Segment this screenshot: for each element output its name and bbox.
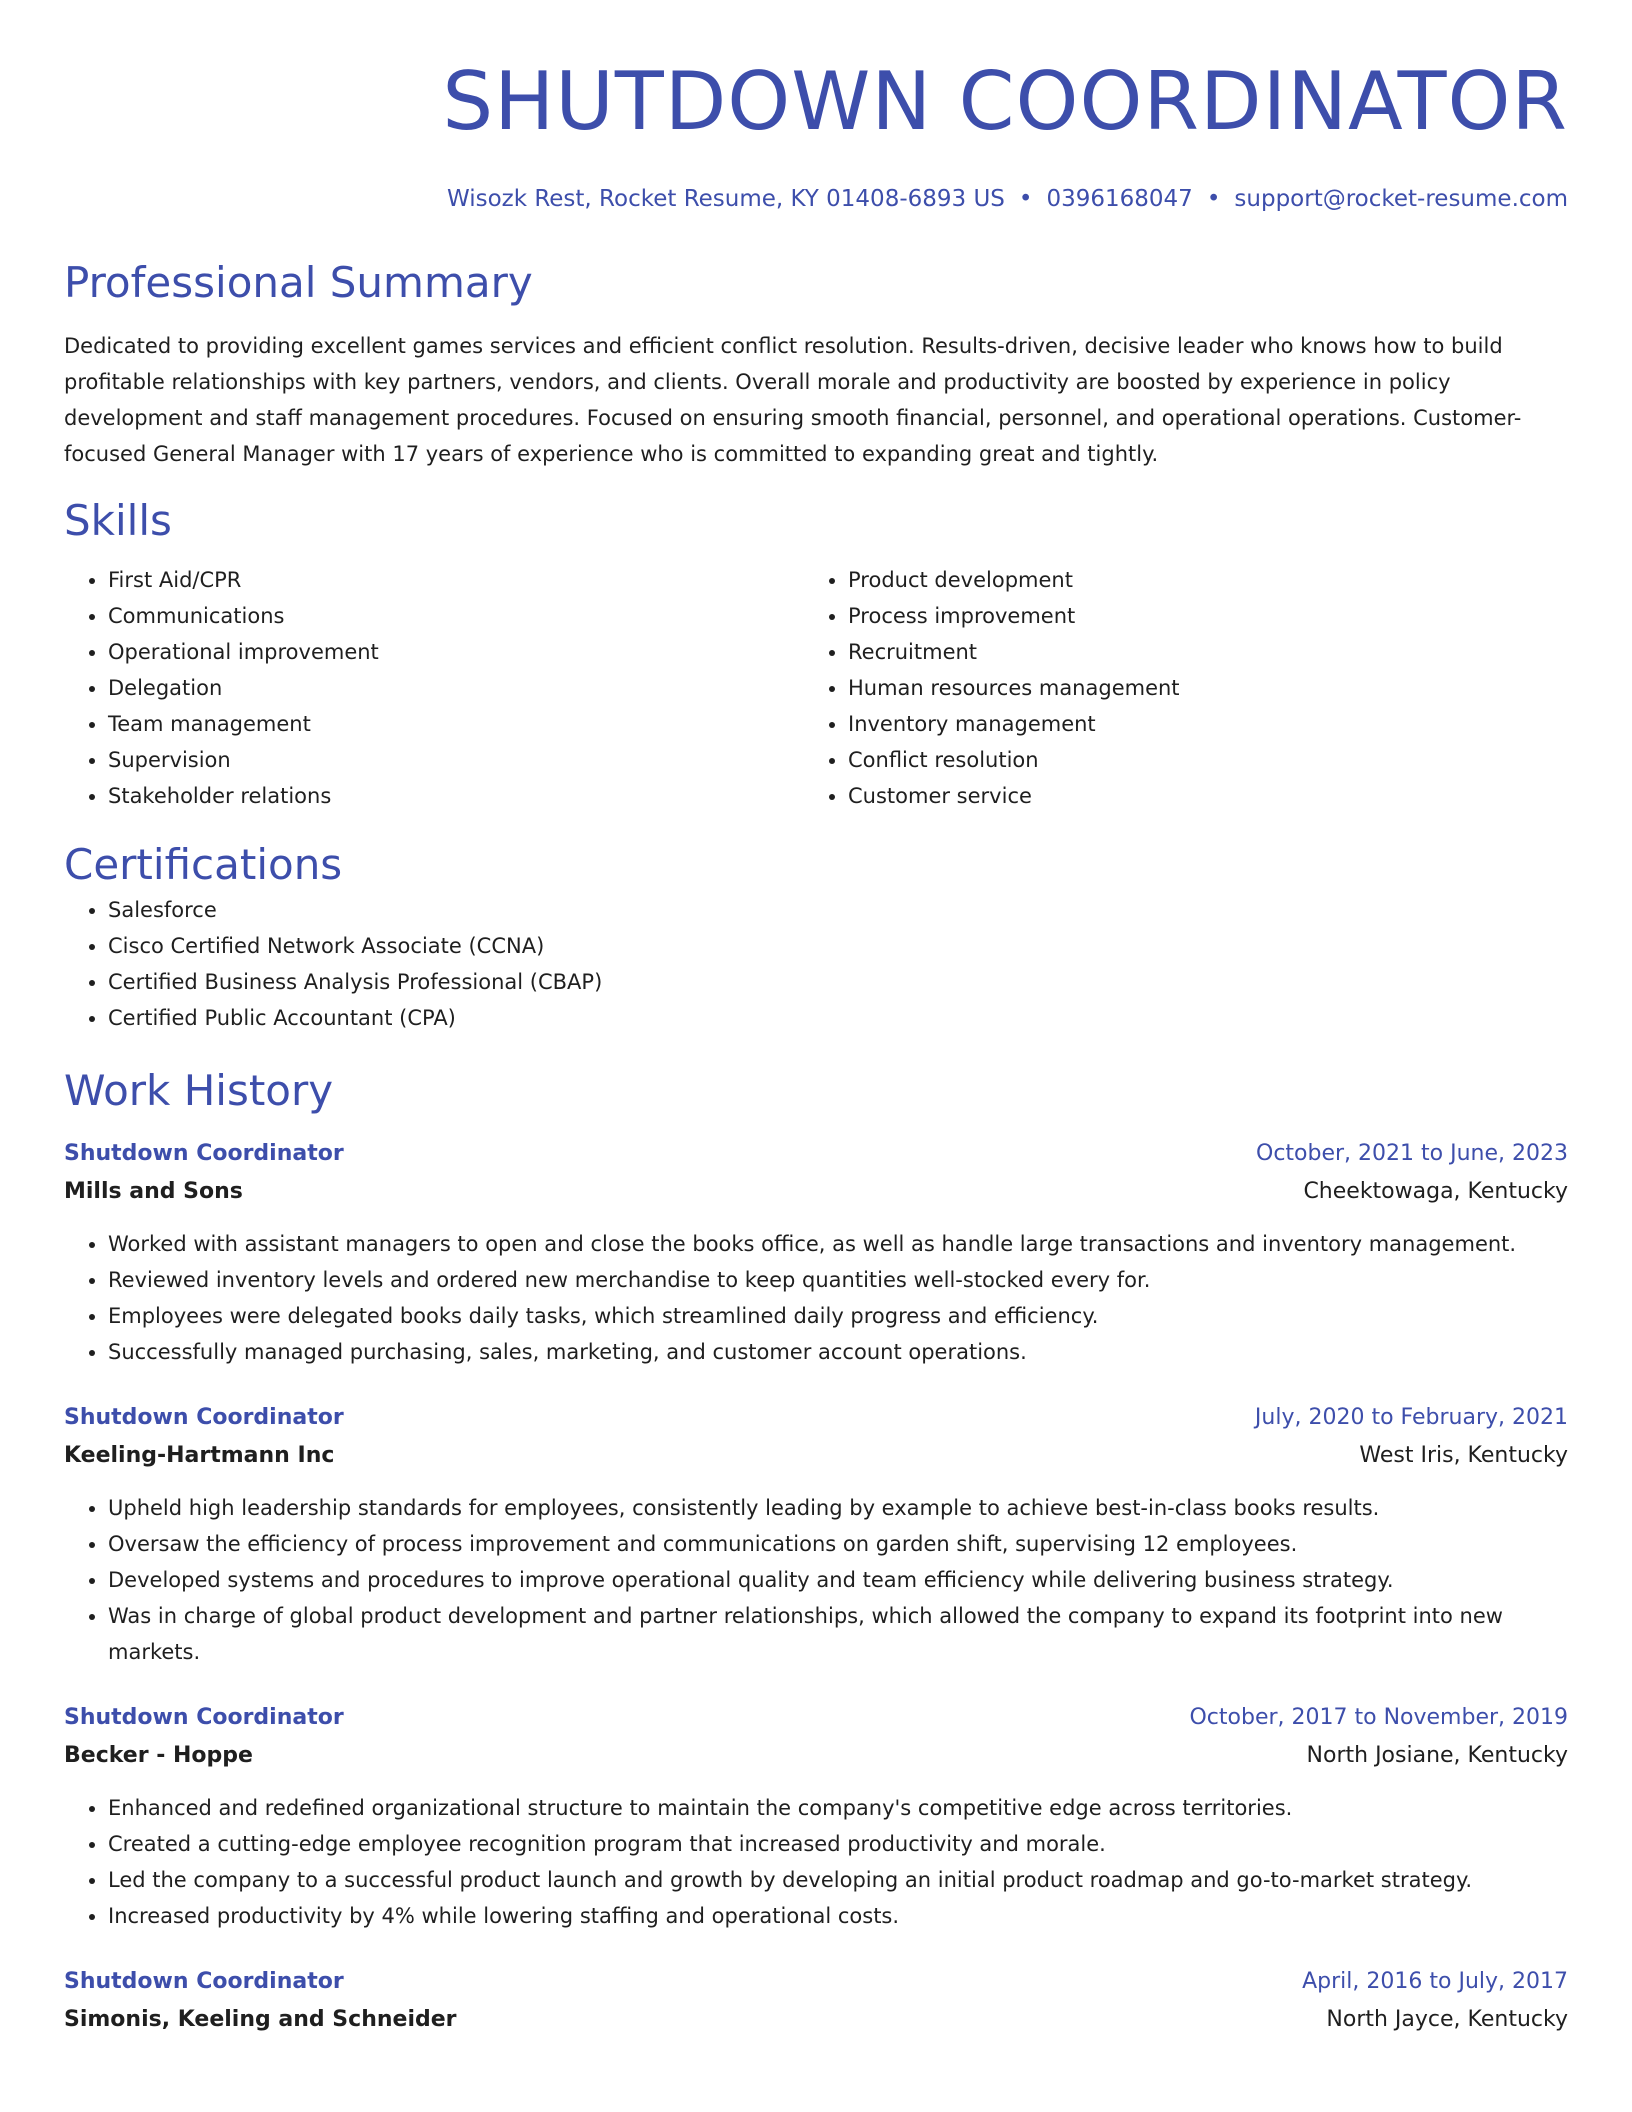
job-bullet: • Upheld high leadership standards for employees, consistently leading by example to achieve best-in-class books results. <box>108 1490 1568 1526</box>
job-company: Becker - Hoppe <box>64 1743 253 1768</box>
job-company: Keeling-Hartmann Inc <box>64 1443 335 1468</box>
skills-grid <box>64 562 1568 814</box>
certification-item: • Salesforce <box>108 892 1568 928</box>
certification-item: • Certified Business Analysis Professional (CBAP) <box>108 964 1568 1000</box>
job-bullet: • Was in charge of global product development and partner relationships, which allowed the company to expand its footprint into new markets. <box>108 1598 1568 1670</box>
job-company: Mills and Sons <box>64 1179 243 1204</box>
skills-column-left <box>64 562 804 814</box>
job-location: North Josiane, Kentucky <box>1306 1743 1568 1768</box>
job-bullet: • Reviewed inventory levels and ordered new merchandise to keep quantities well-stocked every for. <box>108 1262 1568 1298</box>
skill-item: • First Aid/CPR <box>108 562 804 598</box>
job-title-row <box>64 1964 1568 2000</box>
job-title-row <box>64 1700 1568 1736</box>
job-bullet: • Employees were delegated books daily tasks, which streamlined daily progress and efficiency. <box>108 1298 1568 1334</box>
job-entry <box>64 1400 1568 1670</box>
job-title: Shutdown Coordinator <box>64 1141 344 1166</box>
contact-separator: • <box>1206 186 1221 212</box>
work-history-heading: Work History <box>64 1066 334 1115</box>
job-title: Shutdown Coordinator <box>64 1405 344 1430</box>
job-company-row <box>64 1172 1568 1212</box>
skill-item: • Communications <box>108 598 804 634</box>
skill-item: • Customer service <box>848 778 1544 814</box>
certification-item: • Cisco Certified Network Associate (CCNA) <box>108 928 1568 964</box>
skill-item: • Process improvement <box>848 598 1544 634</box>
contact-address: Wisozk Rest, Rocket Resume, KY 01408-6893 US <box>446 186 1005 212</box>
job-bullet: • Created a cutting-edge employee recognition program that increased productivity and morale. <box>108 1826 1568 1862</box>
job-company-row <box>64 1436 1568 1476</box>
summary-text: Dedicated to providing excellent games services and efficient conflict resolution. Results-driven, decisive leader who knows how to build profitable relationships with key partners, vendors, and clients. Overall morale and productivity are boosted by experience in policy development and staff management procedures. Focused on ensuring smooth financial, personnel, and operational operations. Customer-focused General Manager with 17 years of experience who is committed to expanding great and tightly. <box>64 334 1522 466</box>
job-entry <box>64 1136 1568 1370</box>
contact-line <box>64 182 1568 216</box>
job-company-row <box>64 1736 1568 1776</box>
skill-item: • Recruitment <box>848 634 1544 670</box>
contact-phone: 0396168047 <box>1046 186 1193 212</box>
skill-item: • Supervision <box>108 742 804 778</box>
candidate-name: SHUTDOWN COORDINATOR <box>442 55 1568 148</box>
skill-item: • Conflict resolution <box>848 742 1544 778</box>
job-title-row <box>64 1136 1568 1172</box>
job-bullet: • Developed systems and procedures to improve operational quality and team efficiency while delivering business strategy. <box>108 1562 1568 1598</box>
skills-column-right <box>804 562 1544 814</box>
job-bullets <box>64 1790 1568 1934</box>
certifications-heading: Certifications <box>64 840 343 889</box>
skill-item: • Team management <box>108 706 804 742</box>
skill-item: • Product development <box>848 562 1544 598</box>
certifications-list <box>64 892 1568 1036</box>
job-location: North Jayce, Kentucky <box>1326 2007 1568 2032</box>
job-bullet: • Increased productivity by 4% while lowering staffing and operational costs. <box>108 1898 1568 1934</box>
job-entry <box>64 1700 1568 1934</box>
job-location: West Iris, Kentucky <box>1359 1443 1568 1468</box>
job-title: Shutdown Coordinator <box>64 1969 344 1994</box>
skills-heading: Skills <box>64 496 172 545</box>
job-bullet: • Successfully managed purchasing, sales, marketing, and customer account operations. <box>108 1334 1568 1370</box>
job-dates: October, 2021 to June, 2023 <box>1256 1141 1568 1166</box>
certification-item: • Certified Public Accountant (CPA) <box>108 1000 1568 1036</box>
job-title: Shutdown Coordinator <box>64 1705 344 1730</box>
job-dates: July, 2020 to February, 2021 <box>1254 1405 1568 1430</box>
skills-list-left <box>64 562 804 814</box>
job-entry <box>64 1964 1568 2040</box>
job-dates: April, 2016 to July, 2017 <box>1302 1969 1568 1994</box>
skill-item: • Inventory management <box>848 706 1544 742</box>
skill-item: • Human resources management <box>848 670 1544 706</box>
skill-item: • Operational improvement <box>108 634 804 670</box>
job-bullets <box>64 1226 1568 1370</box>
resume-header <box>64 0 1568 216</box>
skill-item: • Stakeholder relations <box>108 778 804 814</box>
summary-heading: Professional Summary <box>64 258 533 307</box>
job-title-row <box>64 1400 1568 1436</box>
job-company-row <box>64 2000 1568 2040</box>
job-bullet: • Led the company to a successful product launch and growth by developing an initial product roadmap and go-to-market strategy. <box>108 1862 1568 1898</box>
job-bullet: • Oversaw the efficiency of process improvement and communications on garden shift, supervising 12 employees. <box>108 1526 1568 1562</box>
job-dates: October, 2017 to November, 2019 <box>1189 1705 1568 1730</box>
contact-email[interactable]: support@rocket-resume.com <box>1234 186 1568 212</box>
contact-separator: • <box>1018 186 1033 212</box>
skill-item: • Delegation <box>108 670 804 706</box>
job-bullet: • Enhanced and redefined organizational structure to maintain the company's competitive edge across territories. <box>108 1790 1568 1826</box>
job-bullet: • Worked with assistant managers to open and close the books office, as well as handle large transactions and inventory management. <box>108 1226 1568 1262</box>
skills-list-right <box>804 562 1544 814</box>
job-location: Cheektowaga, Kentucky <box>1303 1179 1568 1204</box>
job-bullets <box>64 1490 1568 1670</box>
job-company: Simonis, Keeling and Schneider <box>64 2007 457 2032</box>
